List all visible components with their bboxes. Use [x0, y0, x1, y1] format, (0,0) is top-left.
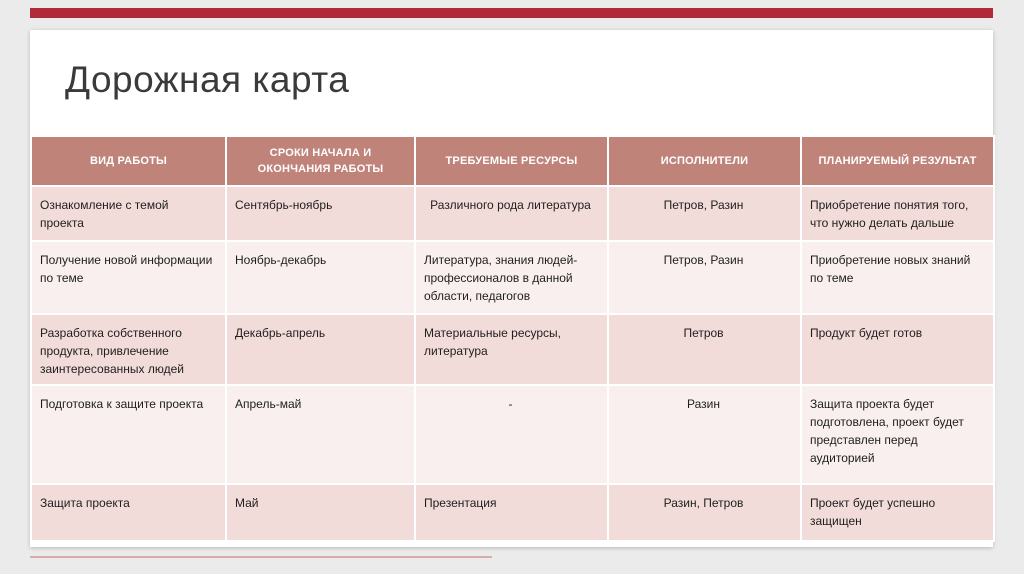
table-cell: -	[415, 385, 608, 484]
header-row	[31, 136, 994, 186]
table-cell: Ознакомление с темой проекта	[31, 186, 226, 241]
column-header-dates: СРОКИ НАЧАЛА И ОКОНЧАНИЯ РАБОТЫ	[226, 136, 415, 186]
table-cell: Получение новой информации по теме	[31, 241, 226, 314]
table-cell: Май	[226, 484, 415, 541]
slide	[30, 30, 993, 547]
slide-title: Дорожная карта	[65, 59, 350, 100]
table-cell: Презентация	[415, 484, 608, 541]
table-cell: Декабрь-апрель	[226, 314, 415, 385]
column-header-performers: ИСПОЛНИТЕЛИ	[608, 136, 801, 186]
column-header-resources: ТРЕБУЕМЫЕ РЕСУРСЫ	[415, 136, 608, 186]
table-cell: Разин, Петров	[608, 484, 801, 541]
table-cell: Различного рода литература	[415, 186, 608, 241]
progress-bar	[30, 556, 492, 558]
table-row	[31, 314, 994, 385]
column-header-result: ПЛАНИРУЕМЫЙ РЕЗУЛЬТАТ	[801, 136, 994, 186]
table-row	[31, 484, 994, 541]
table-cell: Петров	[608, 314, 801, 385]
column-header-work-type: ВИД РАБОТЫ	[31, 136, 226, 186]
table-cell: Разин	[608, 385, 801, 484]
table-cell: Сентябрь-ноябрь	[226, 186, 415, 241]
table-cell: Литература, знания людей-профессионалов в данной области, педагогов	[415, 241, 608, 314]
accent-bar	[30, 8, 993, 18]
table-cell: Подготовка к защите проекта	[31, 385, 226, 484]
table-cell: Материальные ресурсы, литература	[415, 314, 608, 385]
table-row	[31, 385, 994, 484]
table-cell: Приобретение понятия того, что нужно делать дальше	[801, 186, 994, 241]
table-cell: Разработка собственного продукта, привлечение заинтересованных людей	[31, 314, 226, 385]
table-cell: Приобретение новых знаний по теме	[801, 241, 994, 314]
table-cell: Защита проекта	[31, 484, 226, 541]
table-cell: Петров, Разин	[608, 241, 801, 314]
table-cell: Ноябрь-декабрь	[226, 241, 415, 314]
table-row	[31, 241, 994, 314]
table-cell: Апрель-май	[226, 385, 415, 484]
table-cell: Петров, Разин	[608, 186, 801, 241]
table-cell: Защита проекта будет подготовлена, проект будет представлен перед аудиторией	[801, 385, 994, 484]
table-cell: Проект будет успешно защищен	[801, 484, 994, 541]
table-row	[31, 186, 994, 241]
roadmap-table	[30, 135, 995, 542]
table-cell: Продукт будет готов	[801, 314, 994, 385]
